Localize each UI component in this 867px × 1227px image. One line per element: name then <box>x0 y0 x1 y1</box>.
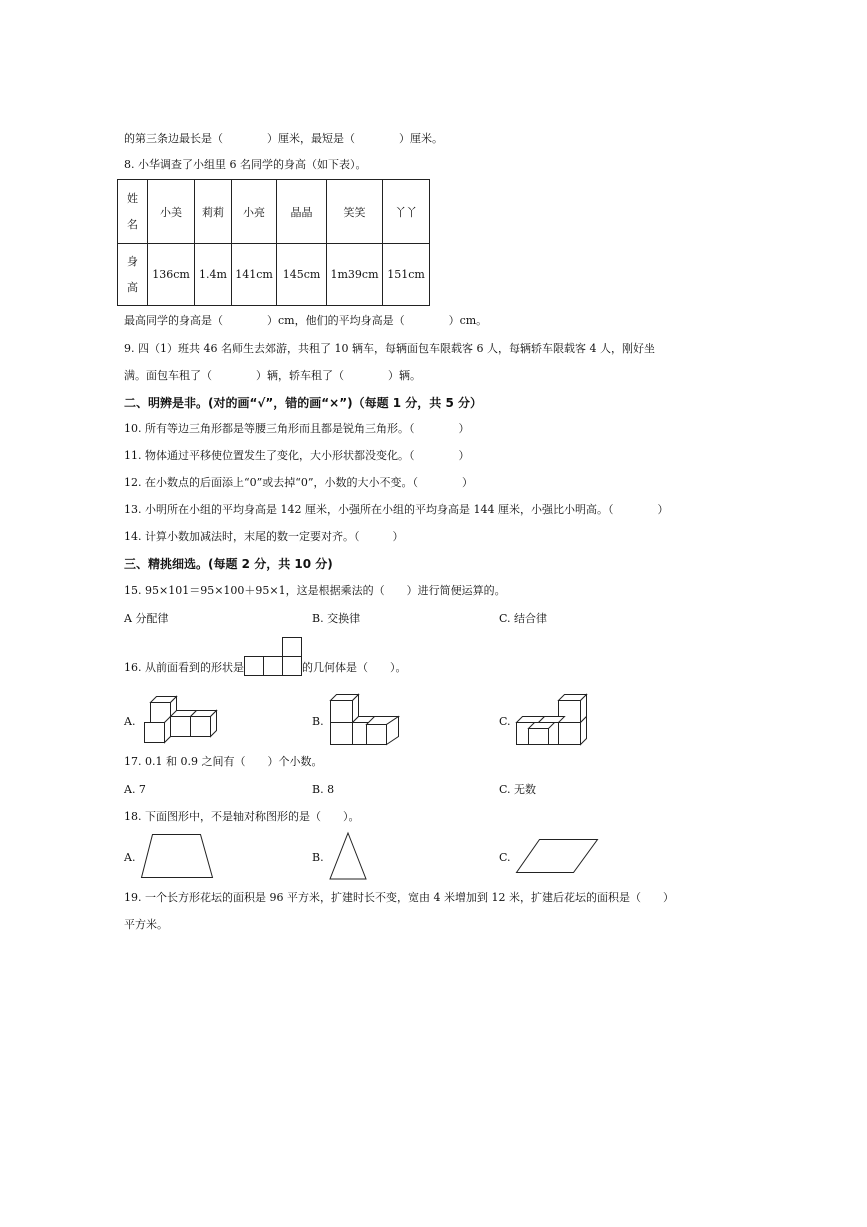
q15-option-c: C. 结合律 <box>499 612 548 625</box>
table-cell: 145cm <box>277 244 327 306</box>
row-header-name: 姓 名 <box>118 180 148 244</box>
q9-line2: 满。面包车租了（ ）辆，轿车租了（ ）辆。 <box>124 369 421 382</box>
section-title-3: 三、精挑细选。(每题 2 分，共 10 分) <box>124 557 333 571</box>
triangle-figure <box>328 831 368 881</box>
q18-stem: 18. 下面图形中，不是轴对称图形的是（ ）。 <box>124 810 360 823</box>
table-cell: 晶晶 <box>277 180 327 244</box>
q17-option-a: A. 7 <box>124 783 146 796</box>
q18-option-c: C. <box>499 851 511 864</box>
section-title-2: 二、明辨是非。(对的画“√”，错的画“×”)（每题 1 分，共 5 分） <box>124 396 482 410</box>
q8-stem: 8. 小华调查了小组里 6 名同学的身高（如下表）。 <box>124 158 367 171</box>
q16-option-b-cubes <box>328 692 404 748</box>
table-cell: 小亮 <box>232 180 277 244</box>
q15-option-a: A 分配律 <box>124 612 169 625</box>
q18-option-a: A. <box>124 851 136 864</box>
q12: 12. 在小数点的后面添上“0”或去掉“0”，小数的大小不变。（ ） <box>124 476 473 489</box>
q16-option-a: A. <box>124 715 136 728</box>
front-view-figure <box>244 636 302 676</box>
trapezoid-figure <box>140 833 214 879</box>
q14: 14. 计算小数加减法时，末尾的数一定要对齐。（ ） <box>124 530 404 543</box>
q16-stem: 16. 从前面看到的形状是 的几何体是（ ）。 <box>124 660 407 676</box>
table-cell: 1m39cm <box>327 244 383 306</box>
q19-line1: 19. 一个长方形花坛的面积是 96 平方米，扩建时长不变，宽由 4 米增加到 12 米，扩建后花坛的面积是（ ） <box>124 891 674 904</box>
q7-tail: 的第三条边最长是（ ）厘米，最短是（ ）厘米。 <box>124 132 443 145</box>
q19-line2: 平方米。 <box>124 918 168 931</box>
q16-option-b: B. <box>312 715 324 728</box>
table-cell: 151cm <box>383 244 430 306</box>
q17-stem: 17. 0.1 和 0.9 之间有（ ）个小数。 <box>124 755 323 768</box>
heights-table <box>117 179 430 306</box>
table-row-names <box>118 180 430 244</box>
q13: 13. 小明所在小组的平均身高是 142 厘米，小强所在小组的平均身高是 144 厘米，小强比小明高。（ ） <box>124 503 669 516</box>
q17-option-b: B. 8 <box>312 783 335 796</box>
table-cell: 丫丫 <box>383 180 430 244</box>
table-cell: 141cm <box>232 244 277 306</box>
q17-option-c: C. 无数 <box>499 783 537 796</box>
table-cell: 小美 <box>148 180 195 244</box>
table-cell: 136cm <box>148 244 195 306</box>
table-cell: 莉莉 <box>195 180 232 244</box>
q8-answer: 最高同学的身高是（ ）cm，他们的平均身高是（ ）cm。 <box>124 314 488 327</box>
table-cell: 笑笑 <box>327 180 383 244</box>
q9-line1: 9. 四（1）班共 46 名师生去郊游，共租了 10 辆车，每辆面包车限载客 6 人，每辆轿车限载客 4 人，刚好坐 <box>124 342 655 355</box>
q11: 11. 物体通过平移使位置发生了变化，大小形状都没变化。（ ） <box>124 449 470 462</box>
q15-stem: 15. 95×101＝95×100＋95×1，这是根据乘法的（ ）进行简便运算的。 <box>124 584 506 597</box>
q16-option-c: C. <box>499 715 511 728</box>
q10: 10. 所有等边三角形都是等腰三角形而且都是锐角三角形。（ ） <box>124 422 470 435</box>
q15-option-b: B. 交换律 <box>312 612 361 625</box>
q18-option-b: B. <box>312 851 324 864</box>
row-header-height: 身 高 <box>118 244 148 306</box>
q16-option-a-cubes <box>140 694 222 746</box>
q16-option-c-cubes <box>514 692 590 748</box>
parallelogram-figure <box>515 838 599 874</box>
table-cell: 1.4m <box>195 244 232 306</box>
table-row-heights <box>118 244 430 306</box>
